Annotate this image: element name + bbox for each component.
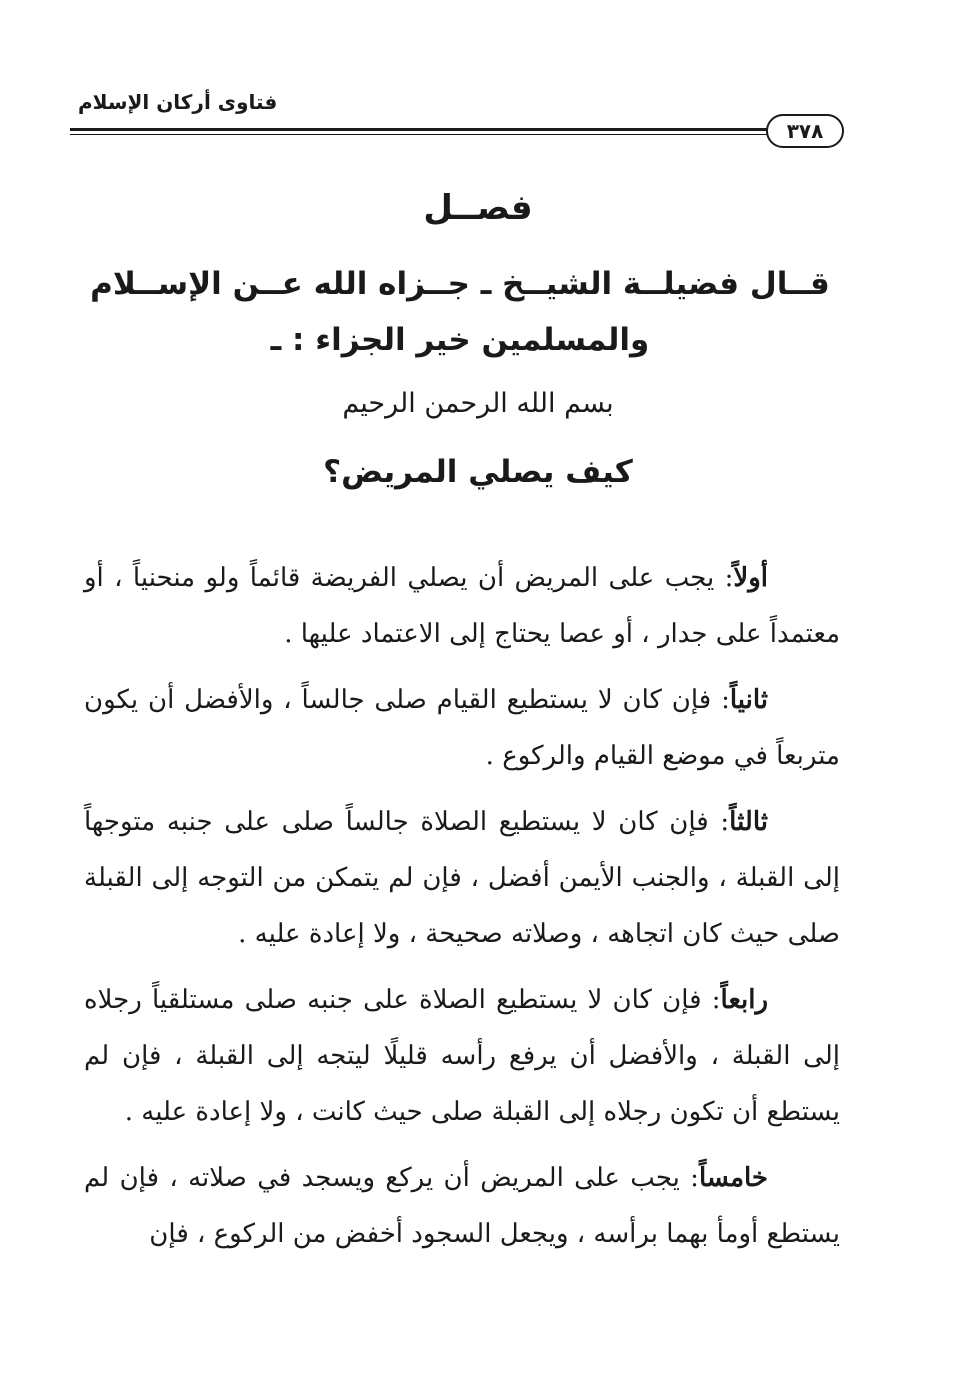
paragraph-third xyxy=(84,794,840,962)
paragraph-heading: أولاً xyxy=(733,563,768,593)
paragraph-heading: رابعاً xyxy=(720,985,768,1015)
header-rule xyxy=(70,128,768,131)
paragraph-heading: خامساً xyxy=(698,1163,768,1193)
book-title: فتاوى أركان الإسلام xyxy=(78,90,278,114)
paragraph-heading: ثالثاً xyxy=(729,807,768,837)
paragraph-second xyxy=(84,672,840,784)
paragraph-text: : فإن كان لا يستطيع الصلاة جالساً صلى على جنبه متوجهاً إلى القبلة ، والجنب الأيمن أفضل ، فإن لم يتمكن من التوجه إلى القبلة صلى حيث كان اتجاهه ، وصلاته صحيحة ، ولا إعادة عليه . xyxy=(84,807,840,949)
paragraph-text: : فإن كان لا يستطيع الصلاة على جنبه صلى مستلقياً رجلاه إلى القبلة ، والأفضل أن يرفع رأسه قليلًا ليتجه إلى القبلة ، فإن لم يستطع أن تكون رجلاه إلى القبلة صلى حيث كانت ، ولا إعادة عليه . xyxy=(84,985,840,1127)
header-rule-thin xyxy=(70,134,768,135)
question-title: كيف يصلي المريض؟ xyxy=(323,454,633,490)
paragraph-text: : فإن كان لا يستطيع القيام صلى جالساً ، والأفضل أن يكون متربعاً في موضع القيام والركوع . xyxy=(84,685,840,771)
section-title: فصــل xyxy=(423,188,533,228)
paragraph-fifth xyxy=(84,1150,840,1262)
paragraph-heading: ثانياً xyxy=(729,685,768,715)
paragraph-text: : يجب على المريض أن يصلي الفريضة قائماً ولو منحنياً ، أو معتمداً على جدار ، أو عصا يحتاج إلى الاعتماد عليها . xyxy=(84,563,840,649)
paragraph-first xyxy=(84,550,840,662)
heading: قــال فضيلــة الشيــخ ـ جــزاه الله عــن الإســلام والمسلمين خير الجزاء : ـ xyxy=(90,266,830,358)
paragraph-fourth xyxy=(84,972,840,1140)
page-number: ٣٧٨ xyxy=(766,114,844,148)
running-header xyxy=(70,90,846,160)
body-text xyxy=(84,550,840,1272)
basmala: بسم الله الرحمن الرحيم xyxy=(342,388,614,419)
paragraph-text: : يجب على المريض أن يركع ويسجد في صلاته ، فإن لم يستطع أومأ بهما برأسه ، ويجعل السجود أخفض من الركوع ، فإن xyxy=(84,1163,840,1249)
